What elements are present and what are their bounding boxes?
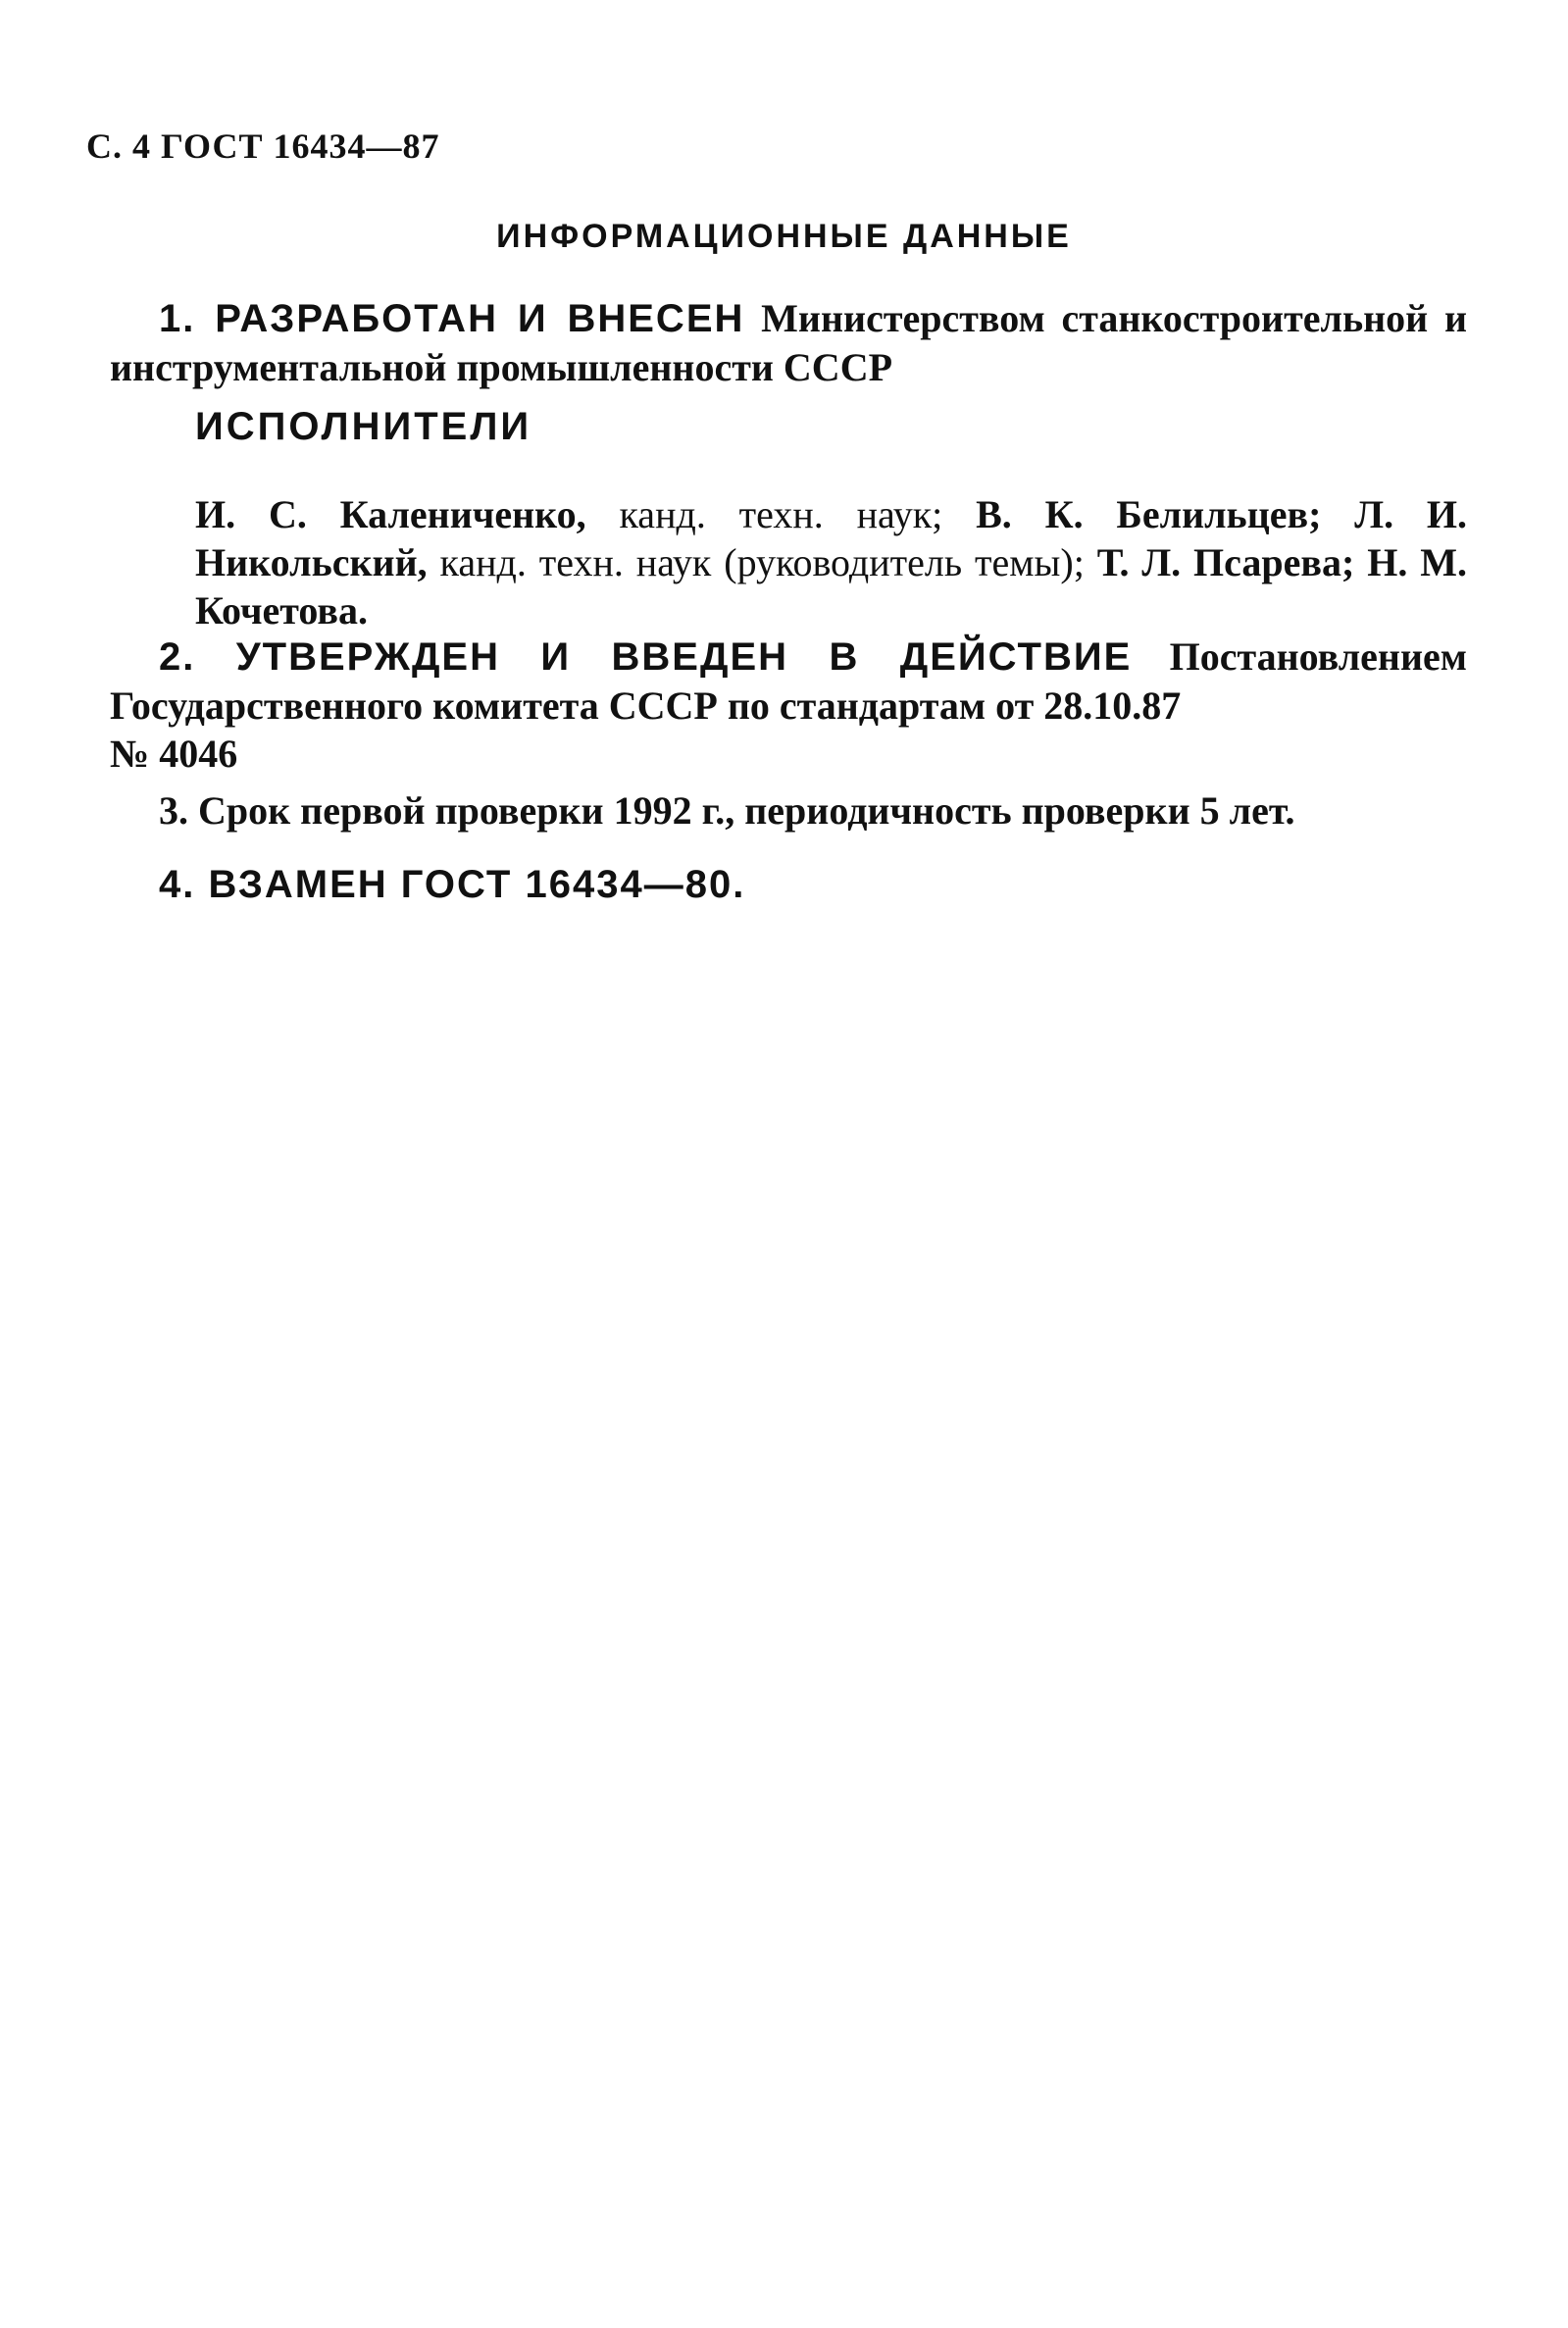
executor-name: И. С. Калениченко, [195, 492, 586, 536]
item-2-number: № 4046 [110, 732, 238, 776]
executor-note [1321, 492, 1354, 536]
page-title: ИНФОРМАЦИОННЫЕ ДАННЫЕ [496, 218, 1072, 255]
executor-note: канд. техн. наук (руководитель темы); [427, 540, 1097, 584]
item-3-review-period: 3. Срок первой проверки 1992 г., периодичность проверки 5 лет. [159, 788, 1295, 833]
executors-list [195, 490, 1467, 634]
running-head: С. 4 ГОСТ 16434—87 [86, 127, 440, 166]
item-1-text: Министерством станкостроительной и инструментальной промышленности СССР [110, 296, 1468, 389]
item-4-replaces: 4. ВЗАМЕН ГОСТ 16434—80. [159, 863, 746, 906]
executor-note [1354, 540, 1367, 584]
item-1-lead: 1. РАЗРАБОТАН И ВНЕСЕН [159, 297, 745, 340]
executor-note: канд. техн. наук; [585, 492, 977, 536]
item-2-approved [110, 633, 1467, 778]
executor-name: Л. И. Никольский, [195, 492, 1468, 584]
executor-name: В. К. Белильцев; [976, 492, 1322, 536]
item-1-developed-by [110, 294, 1467, 391]
executors-heading: ИСПОЛНИТЕЛИ [195, 405, 532, 448]
executor-name: Н. М. Кочетова. [195, 540, 1467, 633]
item-2-text: Постановлением Государственного комитета СССР по стандартам от 28.10.87 [110, 634, 1467, 728]
executor-name: Т. Л. Псарева; [1096, 540, 1355, 584]
item-2-lead: 2. УТВЕРЖДЕН И ВВЕДЕН В ДЕЙСТВИЕ [159, 635, 1133, 679]
